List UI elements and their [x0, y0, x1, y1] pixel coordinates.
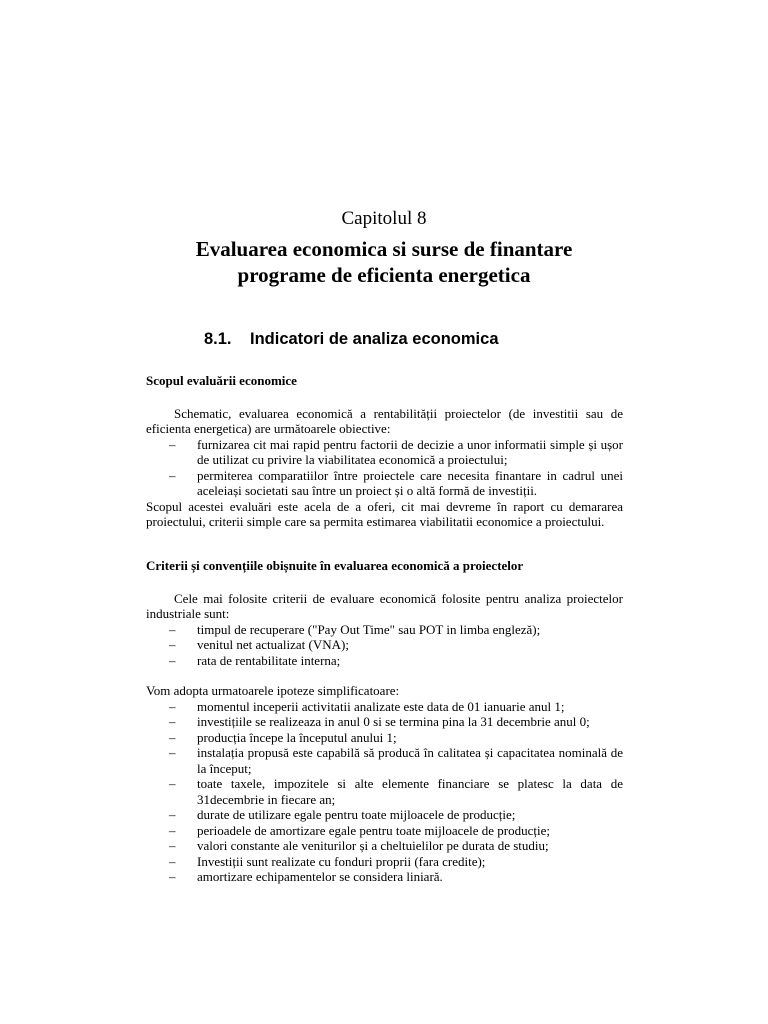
list-dash: –	[169, 776, 176, 791]
section-title: Indicatori de analiza economica	[250, 330, 499, 348]
section-number: 8.1.	[204, 330, 232, 348]
list-dash: –	[169, 436, 176, 452]
list-item: – instalația propusă este capabilă să producă în calitatea și capacitatea nominală de la început;	[169, 745, 623, 776]
list-item: – timpul de recuperare ("Pay Out Time" sau POT in limba engleză);	[169, 621, 541, 637]
list-dash: –	[169, 822, 176, 838]
list-item: – rata de rentabilitate interna;	[169, 652, 341, 668]
list-item: – perioadele de amortizare egale pentru toate mijloacele de producție;	[169, 822, 550, 838]
body-block-1	[146, 373, 623, 530]
list-item: – durate de utilizare egale pentru toate mijloacele de producție;	[169, 807, 516, 822]
list-item: – Investiții sunt realizate cu fonduri proprii (fara credite);	[169, 853, 486, 869]
list-item: – producția începe la începutul anului 1;	[169, 729, 397, 745]
paragraph-criteria: Cele mai folosite criterii de evaluare economică folosite pentru analiza proiectelor industriale sunt:	[146, 590, 623, 621]
chapter-title	[0, 236, 768, 288]
list-dash: –	[169, 637, 176, 652]
chapter-title-line-2: programe de eficienta energetica	[237, 263, 531, 287]
list-item: – venitul net actualizat (VNA);	[169, 637, 349, 652]
hypotheses-list	[146, 699, 623, 885]
subheading-scope: Scopul evaluării economice	[146, 373, 297, 388]
list-item: – amortizare echipamentelor se considera liniară.	[169, 869, 443, 884]
subheading-criteria: Criterii și convențiile obișnuite în evaluarea economică a proiectelor	[146, 558, 524, 573]
list-dash: –	[169, 838, 176, 853]
chapter-heading: Capitolul 8	[341, 208, 427, 229]
list-dash: –	[169, 853, 176, 869]
paragraph-hypotheses: Vom adopta urmatoarele ipoteze simplificatoare:	[146, 683, 400, 698]
list-item: – momentul inceperii activitatii analizate este data de 01 ianuarie anul 1;	[169, 698, 565, 714]
list-item: – investițiile se realizeaza in anul 0 si se termina pina la 31 decembrie anul 0;	[169, 714, 590, 729]
list-dash: –	[169, 621, 176, 637]
list-dash: –	[169, 652, 176, 668]
chapter-title-line-1: Evaluarea economica si surse de finantare	[195, 237, 573, 261]
list-dash: –	[169, 729, 176, 745]
list-item: – valori constante ale veniturilor și a cheltuielilor pe durata de studiu;	[169, 838, 549, 853]
criteria-list	[146, 622, 623, 669]
list-dash: –	[169, 807, 176, 822]
list-dash: –	[169, 714, 176, 729]
list-dash: –	[169, 869, 176, 884]
body-block-2	[146, 558, 623, 668]
list-item: – toate taxele, impozitele si alte elemente financiare se platesc la data de 31decembrie in fiecare an;	[169, 776, 623, 807]
list-dash: –	[169, 467, 176, 483]
body-block-3	[146, 683, 623, 885]
list-dash: –	[169, 698, 176, 714]
list-item: – furnizarea cit mai rapid pentru factorii de decizie a unor informatii simple și ușor de utilizat cu privire la viabilitatea economică a proiectului;	[169, 436, 623, 467]
paragraph-objectives: Schematic, evaluarea economică a rentabilității proiectelor (de investitii sau de eficienta energetica) are următoarele obiective:	[146, 405, 623, 436]
list-item: – permiterea comparatiilor între proiectele care necesita finantare in cadrul unei aceleiași societati sau între un proiect și o altă formă de investiții.	[169, 467, 623, 498]
objectives-list	[146, 437, 623, 499]
section-heading	[204, 330, 499, 349]
paragraph-scope: Scopul acestei evaluări este acela de a oferi, cit mai devreme în raport cu demararea proiectului, criterii simple care sa permita estimarea viabilitatii economice a proiectului.	[146, 498, 623, 529]
list-dash: –	[169, 745, 176, 760]
